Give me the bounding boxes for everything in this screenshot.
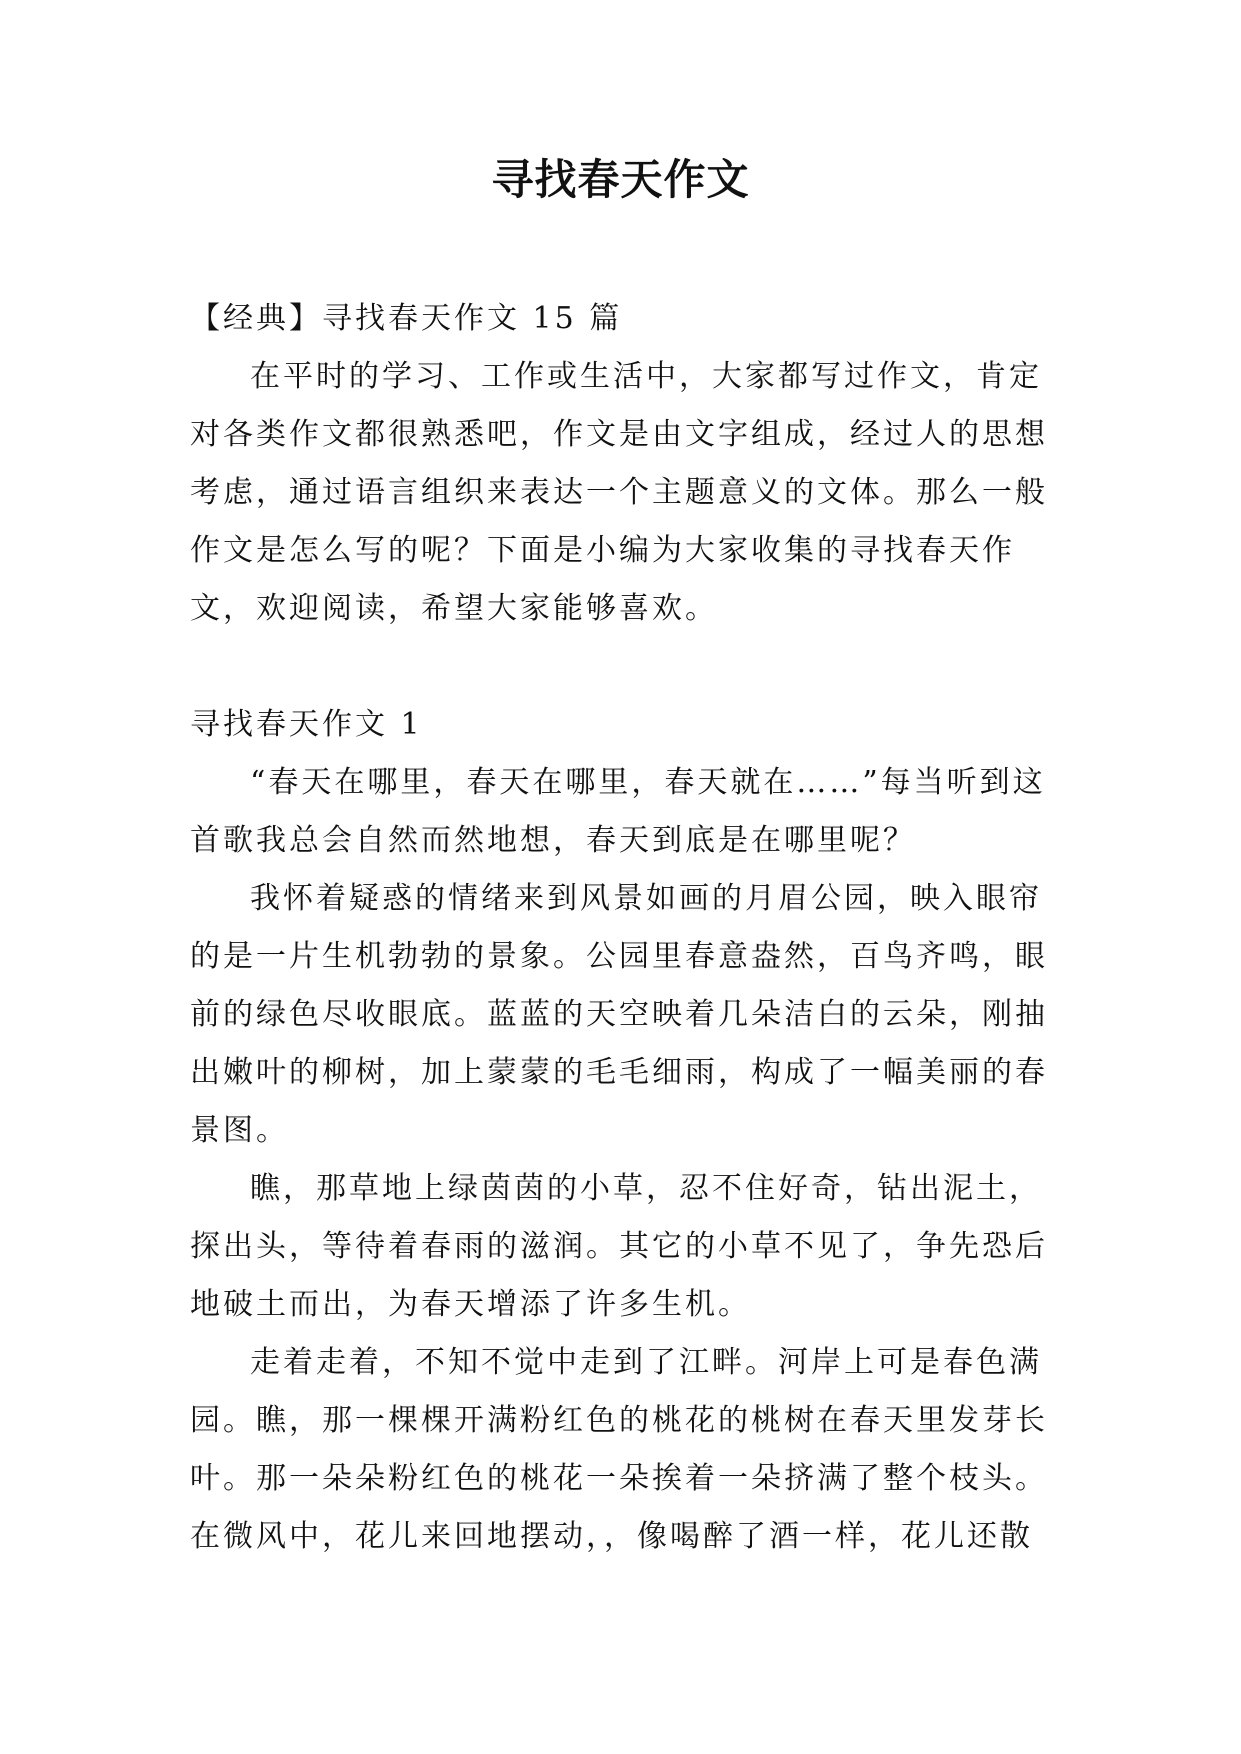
intro-text: 在平时的学习、工作或生活中，大家都写过作文，肯定对各类作文都很熟悉吧，作文是由文字组成，经过人的思想考虑，通过语言组织来表达一个主题意义的文体。那么一般作文是怎么写的呢？下面是小编为大家收集的寻找春天作文，欢迎阅读，希望大家能够喜欢。: [190, 359, 1048, 626]
document-title: 寻找春天作文: [491, 155, 750, 204]
document-subtitle: 【经典】寻找春天作文 15 篇: [190, 301, 623, 336]
essay-paragraph-1: “春天在哪里，春天在哪里，春天就在……”每当听到这首歌我总会自然而然地想，春天到底是在哪里呢？: [190, 765, 1046, 858]
intro-paragraph: [190, 348, 1050, 638]
essay-paragraph-4: 走着走着，不知不觉中走到了江畔。河岸上可是春色满园。瞧，那一棵棵开满粉红色的桃花的桃树在春天里发芽长叶。那一朵朵粉红色的桃花一朵挨着一朵挤满了整个枝头。在微风中，花儿来回地摆动，，像喝醉了酒一样，花儿还散: [190, 1345, 1048, 1554]
essay-paragraph-3: 瞧，那草地上绿茵茵的小草，忍不住好奇，钻出泥土，探出头，等待着春雨的滋润。其它的小草不见了，争先恐后地破土而出，为春天增添了许多生机。: [190, 1171, 1048, 1322]
essay-body: [190, 754, 1050, 1566]
essay-paragraph-2: 我怀着疑惑的情绪来到风景如画的月眉公园，映入眼帘的是一片生机勃勃的景象。公园里春意盎然，百鸟齐鸣，眼前的绿色尽收眼底。蓝蓝的天空映着几朵洁白的云朵，刚抽出嫩叶的柳树，加上蒙蒙的毛毛细雨，构成了一幅美丽的春景图。: [190, 881, 1048, 1148]
section-heading: 寻找春天作文 1: [190, 707, 423, 742]
